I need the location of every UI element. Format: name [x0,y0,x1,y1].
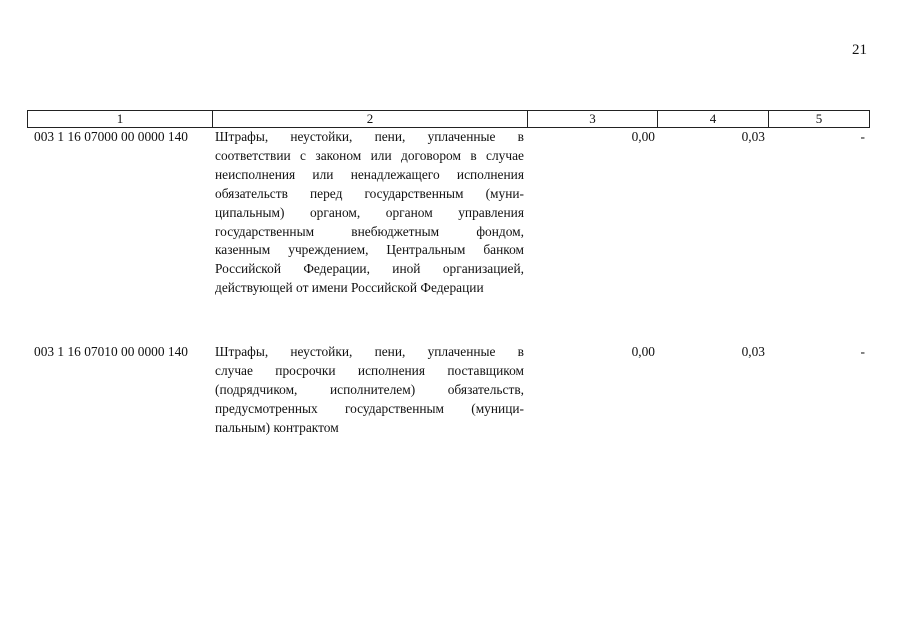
description-line: казенным учреждением, Центральным банком [215,242,524,258]
description-line: ципальным) органом, органом управления [215,204,524,220]
table-header [27,110,870,128]
description-line: Штрафы, неустойки, пени, уплаченные в [215,129,524,144]
value-col5: - [860,129,865,144]
budget-code: 003 1 16 07000 00 0000 140 [34,129,188,144]
column-header-4: 4 [658,111,769,127]
description-line: государственным внебюджетным фондом, [215,223,524,239]
description-line: неисполнения или ненадлежащего исполнения [215,166,524,182]
description-line: действующей от имени Российской Федерации [215,280,484,296]
value-col5: - [860,344,865,359]
description-line: Штрафы, неустойки, пени, уплаченные в [215,344,524,359]
description-line: соответствии с законом или договором в случае [215,147,524,163]
budget-code: 003 1 16 07010 00 0000 140 [34,344,188,359]
description-line: случае просрочки исполнения поставщиком [215,362,524,378]
description-line: Российской Федерации, иной организацией, [215,261,524,277]
description-line: обязательств перед государственным (муни- [215,185,524,201]
column-header-2: 2 [213,111,528,127]
value-col4: 0,03 [741,344,765,359]
description-line: пальным) контрактом [215,419,339,435]
value-col3: 0,00 [631,344,655,359]
column-header-3: 3 [528,111,658,127]
value-col3: 0,00 [631,129,655,144]
value-col4: 0,03 [741,129,765,144]
column-header-5: 5 [815,111,823,126]
description-line: (подрядчиком, исполнителем) обязательств, [215,381,524,397]
description [215,128,524,298]
page-number: 21 [852,42,867,58]
column-header-1: 1 [28,111,213,127]
description [215,343,524,438]
description-line: предусмотренных государственным (муници- [215,400,524,416]
